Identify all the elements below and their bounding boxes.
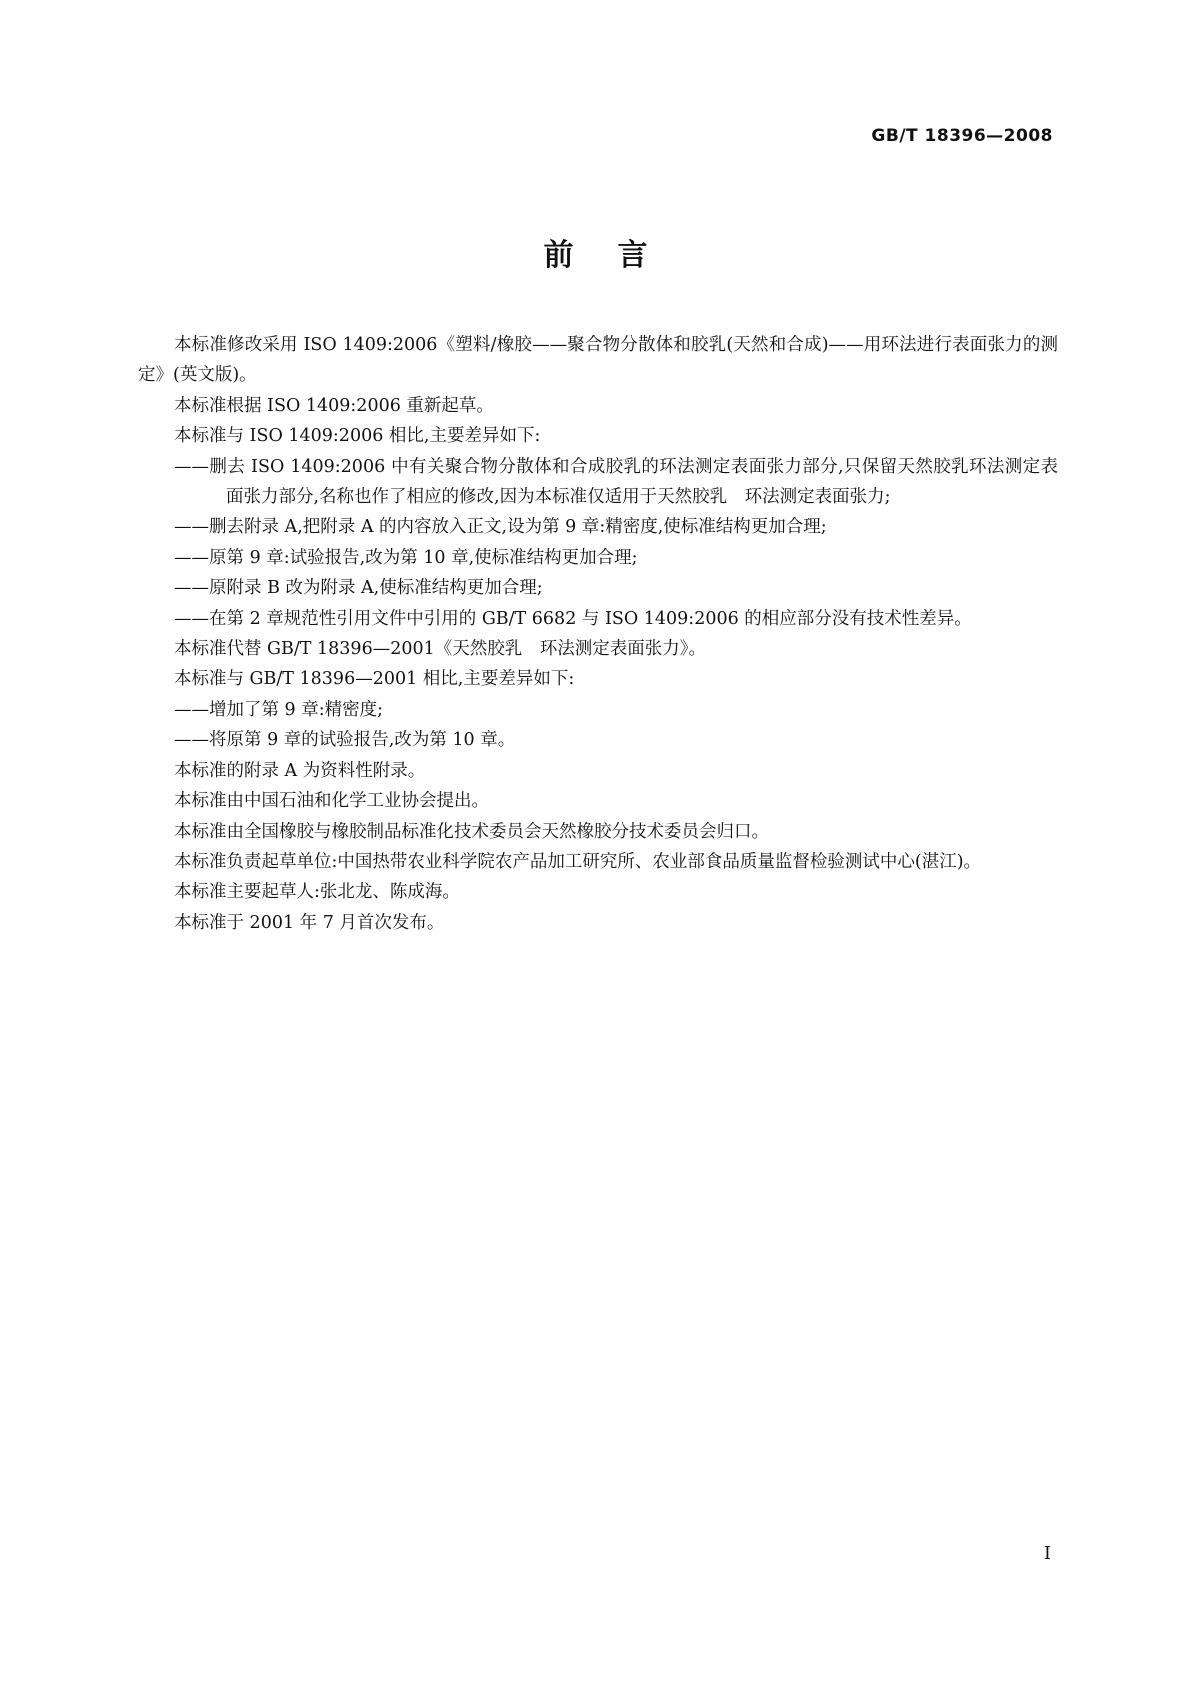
paragraph-committee: 本标准由全国橡胶与橡胶制品标准化技术委员会天然橡胶分技术委员会归口。 [174,821,769,842]
paragraph-drafters: 本标准主要起草人:张北龙、陈成海。 [174,882,460,903]
list-item: ——将原第 9 章的试验报告,改为第 10 章。 [174,730,516,751]
paragraph-differences-iso: 本标准与 ISO 1409:2006 相比,主要差异如下: [174,426,541,447]
paragraph-differences-previous: 本标准与 GB/T 18396—2001 相比,主要差异如下: [174,669,575,690]
list-item: ——删去 ISO 1409:2006 中有关聚合物分散体和合成胶乳的环法测定表面张力部分,只保留天然胶乳环法测定表面张力部分,名称也作了相应的修改,因为本标准仅适用于天然胶乳 环法测定表面张力; [174,456,1058,508]
standard-number: GB/T 18396—2008 [871,126,1053,146]
paragraph-replaces: 本标准代替 GB/T 18396—2001《天然胶乳 环法测定表面张力》。 [174,639,706,660]
list-item: ——在第 2 章规范性引用文件中引用的 GB/T 6682 与 ISO 1409:2006 的相应部分没有技术性差异。 [174,608,972,629]
foreword-body [138,330,1058,938]
list-item: ——原第 9 章:试验报告,改为第 10 章,使标准结构更加合理; [174,547,638,568]
paragraph-annex: 本标准的附录 A 为资料性附录。 [174,760,426,781]
page-number: I [1043,1543,1051,1564]
list-item: ——删去附录 A,把附录 A 的内容放入正文,设为第 9 章:精密度,使标准结构更加合理; [174,517,827,538]
paragraph-adoption: 本标准修改采用 ISO 1409:2006《塑料/橡胶——聚合物分散体和胶乳(天然和合成)——用环法进行表面张力的测定》(英文版)。 [138,335,1058,386]
paragraph-drafting-basis: 本标准根据 ISO 1409:2006 重新起草。 [174,395,494,416]
list-item: ——原附录 B 改为附录 A,使标准结构更加合理; [174,578,543,599]
paragraph-proposer: 本标准由中国石油和化学工业协会提出。 [174,791,489,812]
paragraph-first-release: 本标准于 2001 年 7 月首次发布。 [174,912,445,933]
list-item: ——增加了第 9 章:精密度; [174,699,384,720]
page-title: 前言 [543,238,692,273]
paragraph-drafting-units: 本标准负责起草单位:中国热带农业科学院农产品加工研究所、农业部食品质量监督检验测试中心(湛江)。 [174,851,982,872]
